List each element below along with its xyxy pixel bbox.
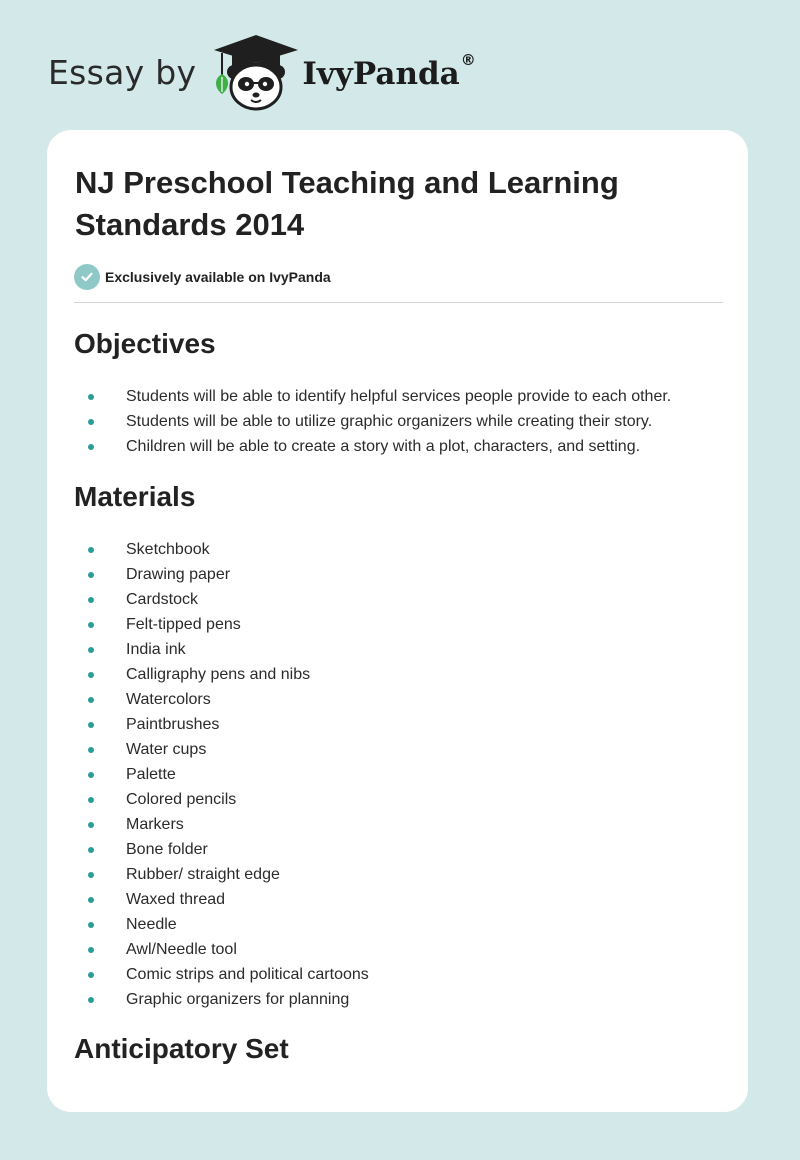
section-heading-anticipatory-set: Anticipatory Set <box>74 1033 289 1064</box>
section-heading-objectives: Objectives <box>74 328 216 359</box>
list-item: Rubber/ straight edge <box>87 862 369 887</box>
list-item: Cardstock <box>87 587 369 612</box>
list-item: Drawing paper <box>87 562 369 587</box>
list-item: Colored pencils <box>87 787 369 812</box>
list-item: Felt-tipped pens <box>87 612 369 637</box>
list-item: Students will be able to identify helpful services people provide to each other. <box>87 384 671 409</box>
brand-header[interactable] <box>48 32 476 112</box>
list-item: Bone folder <box>87 837 369 862</box>
objectives-list <box>87 384 671 459</box>
list-item: Comic strips and political cartoons <box>87 962 369 987</box>
list-item: Palette <box>87 762 369 787</box>
bullet-dot-icon <box>88 394 94 400</box>
list-item: Markers <box>87 812 369 837</box>
bullet-dot-icon <box>88 772 94 778</box>
bullet-dot-icon <box>88 722 94 728</box>
bullet-dot-icon <box>88 897 94 903</box>
essay-title: NJ Preschool Teaching and Learning Standards 2014 <box>75 165 619 242</box>
bullet-dot-icon <box>88 972 94 978</box>
list-item: Needle <box>87 912 369 937</box>
bullet-dot-icon <box>88 997 94 1003</box>
list-item: India ink <box>87 637 369 662</box>
brand-prefix: Essay by <box>48 52 197 92</box>
badge-text: Exclusively available on IvyPanda <box>105 269 331 285</box>
list-item: Watercolors <box>87 687 369 712</box>
bullet-dot-icon <box>88 797 94 803</box>
list-item: Awl/Needle tool <box>87 937 369 962</box>
essay-card <box>47 130 748 1112</box>
bullet-dot-icon <box>88 572 94 578</box>
bullet-dot-icon <box>88 419 94 425</box>
materials-list <box>87 537 369 1012</box>
bullet-dot-icon <box>88 622 94 628</box>
bullet-dot-icon <box>88 872 94 878</box>
bullet-dot-icon <box>88 922 94 928</box>
list-item: Paintbrushes <box>87 712 369 737</box>
list-item: Graphic organizers for planning <box>87 987 369 1012</box>
list-item: Waxed thread <box>87 887 369 912</box>
bullet-dot-icon <box>88 444 94 450</box>
bullet-dot-icon <box>88 847 94 853</box>
section-heading-materials: Materials <box>74 481 196 512</box>
divider <box>74 302 723 303</box>
brand-name: IvyPanda <box>302 56 460 92</box>
check-circle-icon <box>74 264 100 290</box>
list-item: Calligraphy pens and nibs <box>87 662 369 687</box>
registered-mark: ® <box>460 51 476 69</box>
bullet-dot-icon <box>88 947 94 953</box>
list-item: Students will be able to utilize graphic organizers while creating their story. <box>87 409 671 434</box>
panda-graduate-icon <box>210 32 302 112</box>
bullet-dot-icon <box>88 547 94 553</box>
bullet-dot-icon <box>88 647 94 653</box>
bullet-dot-icon <box>88 597 94 603</box>
list-item: Water cups <box>87 737 369 762</box>
bullet-dot-icon <box>88 747 94 753</box>
bullet-dot-icon <box>88 697 94 703</box>
list-item: Sketchbook <box>87 537 369 562</box>
bullet-dot-icon <box>88 672 94 678</box>
bullet-dot-icon <box>88 822 94 828</box>
exclusive-badge <box>74 264 331 290</box>
list-item: Children will be able to create a story with a plot, characters, and setting. <box>87 434 671 459</box>
